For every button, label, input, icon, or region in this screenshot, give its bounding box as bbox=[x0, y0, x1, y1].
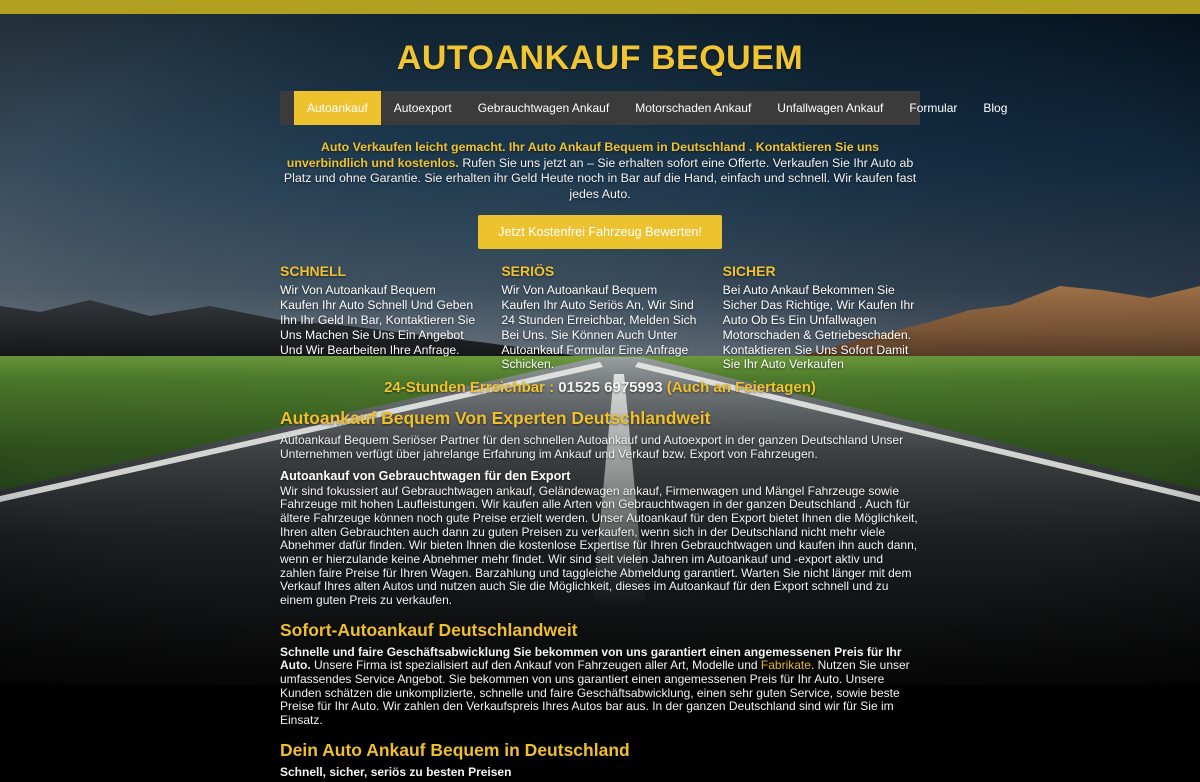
evaluate-vehicle-button[interactable]: Jetzt Kostenfrei Fahrzeug Bewerten! bbox=[478, 215, 722, 249]
main-nav bbox=[280, 91, 1008, 125]
nav-item-formular[interactable]: Formular bbox=[909, 101, 958, 115]
section-experts-body: Wir sind fokussiert auf Gebrauchtwagen ankauf, Geländewagen ankauf, Firmenwagen und Mängel Fahrzeuge sowie Fahrzeuge mit hohen Laufleistungen. Wir kaufen alle Arten von Gebrauchtwagen in der ganzen Deutschland . Auch für ältere Fahrzeuge können noch gute Preise erzielt werden. Unser Autoankauf für den Export bietet Ihnen die Möglichkeit, Ihren alten Gebrauchten auch dann zu guten Preisen zu verkaufen, wenn sich in der Deutschland nicht mehr viele Abnehmer dafür finden. Wir bieten Ihnen die kostenlose Expertise für Ihren Gebrauchtwagen und kaufen ihn auch dann, wenn er hierzulande keine Abnehmer mehr findet. Wir sind seit vielen Jahren im Autoankauf und -export aktiv und zahlen faire Preise für Ihren Wagen. Barzahlung und taggleiche Abmeldung garantiert. Warten Sie nicht länger mit dem Verkauf Ihres alten Autos und nutzen auch Sie die Möglichkeit, dieses im Autoankauf für den Export schnell und zu einem guten Preis zu verkaufen. bbox=[280, 483, 918, 607]
section-sofort-text-after-link: . Nutzen Sie unser umfassendes Service Angebot. Sie bekommen von uns garantiert einen angemessenen Preis für Ihr Auto. Unsere Kunden schätzen die unkomplizierte, schnelle und faire Geschäftsabwicklung, einen sehr guten Service, sowie beste Preise für Ihr Auto. Wir zahlen den Verkaufspreis Ihres Autos bar aus. In der ganzen Deutschland sind wir für Sie im Einsatz. bbox=[280, 658, 910, 727]
page-content bbox=[0, 14, 1200, 782]
feature-schnell bbox=[280, 263, 477, 372]
nav-item-autoankauf[interactable]: Autoankauf bbox=[294, 91, 381, 125]
feature-sicher-title: SICHER bbox=[722, 263, 776, 279]
hotline-line bbox=[280, 379, 920, 396]
intro-text: Rufen Sie uns jetzt an – Sie erhalten sofort eine Offerte. Verkaufen Sie Ihr Auto ab Platz und ohne Garantie. Sie erhalten ihr Geld Heute noch in Bar auf die Hand, einfach und schnell. Wir kaufen fast jedes Auto. bbox=[283, 155, 917, 201]
feature-columns bbox=[280, 263, 920, 372]
nav-item-autoexport[interactable]: Autoexport bbox=[393, 101, 452, 115]
section-dein-heading: Dein Auto Ankauf Bequem in Deutschland bbox=[280, 739, 630, 760]
intro-highlight: Auto Verkaufen leicht gemacht. Ihr Auto Ankauf Bequem in Deutschland . Kontaktieren Sie uns unverbindlich und kostenlos. bbox=[286, 140, 880, 170]
section-sofort-paragraph bbox=[280, 646, 920, 728]
section-experts-subheading: Autoankauf von Gebrauchtwagen für den Export bbox=[280, 468, 571, 483]
intro-paragraph bbox=[280, 140, 920, 202]
section-experts bbox=[280, 408, 920, 607]
feature-schnell-text: Wir Von Autoankauf Bequem Kaufen Ihr Auto Schnell Und Geben Ihn Ihr Geld In Bar, Kontaktieren Sie Uns Machen Sie Uns Ein Angebot Und Wir Bearbeiten Ihre Anfrage. bbox=[280, 283, 476, 357]
nav-item-motorschaden-ankauf[interactable]: Motorschaden Ankauf bbox=[635, 101, 752, 115]
feature-schnell-title: SCHNELL bbox=[280, 263, 347, 279]
site-title: AUTOANKAUF BEQUEM bbox=[396, 39, 804, 77]
feature-serioes bbox=[501, 263, 698, 372]
fabrikate-link[interactable]: Fabrikate bbox=[760, 658, 811, 673]
nav-item-gebrauchtwagen-ankauf[interactable]: Gebrauchtwagen Ankauf bbox=[477, 101, 610, 115]
feature-serioes-title: SERIÖS bbox=[501, 263, 555, 279]
section-experts-paragraph: Autoankauf Bequem Seriöser Partner für den schnellen Autoankauf und Autoexport in der ganzen Deutschland Unser Unternehmen verfügt über jahrelange Erfahrung im Ankauf und Verkauf bzw. Export von Fahrzeugen. bbox=[280, 433, 904, 461]
hotline-suffix: (Auch an Feiertagen) bbox=[666, 379, 816, 397]
section-experts-heading: Autoankauf Bequem Von Experten Deutschlandweit bbox=[280, 408, 711, 429]
feature-sicher bbox=[723, 263, 920, 372]
top-accent-bar bbox=[0, 0, 1200, 14]
feature-sicher-text: Bei Auto Ankauf Bekommen Sie Sicher Das Richtige, Wir Kaufen Ihr Auto Ob Es Ein Unfallwagen Motorschaden & Getriebeschaden. Kontaktieren Sie Uns Sofort Damit Sie Ihr Auto Verkaufen bbox=[722, 283, 915, 372]
feature-serioes-text: Wir Von Autoankauf Bequem Kaufen Ihr Auto Seriös An, Wir Sind 24 Stunden Erreichbar, Melden Sich Bei Uns. Sie Können Auch Unter Autoankauf Formular Eine Anfrage Schicken. bbox=[501, 283, 697, 372]
section-dein-lead bbox=[280, 766, 920, 780]
section-sofort-text-before-link: Unsere Firma ist spezialisiert auf den Ankauf von Fahrzeugen aller Art, Modelle und bbox=[314, 658, 758, 673]
section-sofort-heading: Sofort-Autoankauf Deutschlandweit bbox=[280, 619, 578, 640]
section-sofort-lead: Schnelle und faire Geschäftsabwicklung Sie bekommen von uns garantiert einen angemessenen Preis für Ihr Auto. bbox=[280, 644, 902, 673]
nav-item-unfallwagen-ankauf[interactable]: Unfallwagen Ankauf bbox=[777, 101, 884, 115]
hotline-number: 01525 6975993 bbox=[558, 379, 663, 397]
section-dein bbox=[280, 740, 920, 780]
nav-item-blog[interactable]: Blog bbox=[983, 101, 1008, 115]
section-sofort bbox=[280, 620, 920, 728]
section-dein-lead-text: Schnell, sicher, seriös zu besten Preisen bbox=[280, 764, 512, 779]
cta-row bbox=[280, 215, 920, 249]
hotline-prefix: 24-Stunden Erreichbar : bbox=[384, 379, 555, 397]
